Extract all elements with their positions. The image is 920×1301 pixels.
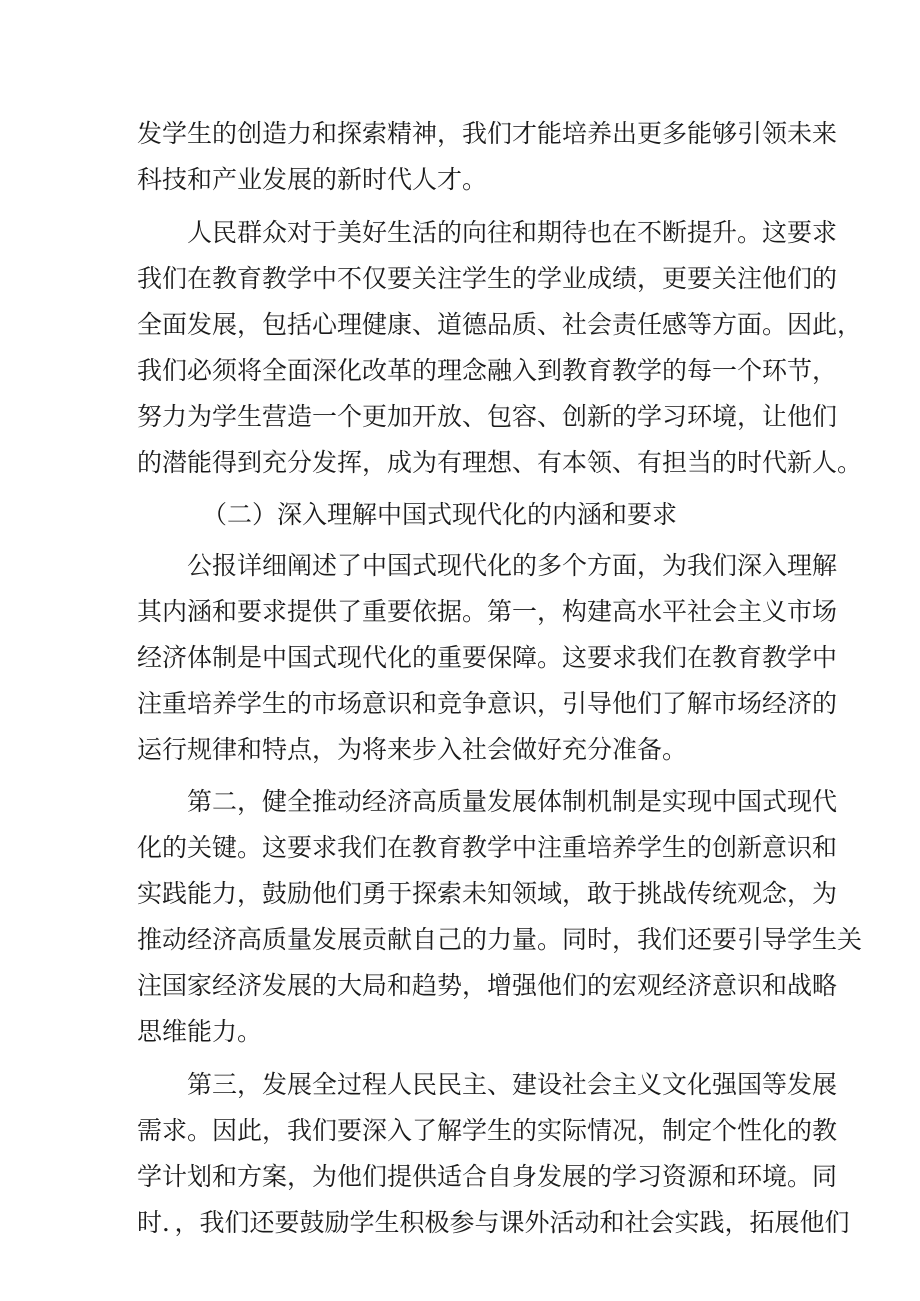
paragraph-line: 时．，我们还要鼓励学生积极参与课外活动和社会实践，拓展他们 (137, 1208, 850, 1237)
paragraph-line: 公报详细阐述了中国式现代化的多个方面，为我们深入理解 (187, 551, 838, 580)
paragraph-line: 第二，健全推动经济高质量发展体制机制是实现中国式现代 (187, 787, 838, 816)
paragraph-line: 我们必须将全面深化改革的理念融入到教育教学的每一个环节， (137, 356, 838, 385)
paragraph-line: 我们在教育教学中不仅要关注学生的学业成绩，更要关注他们的 (137, 264, 838, 293)
paragraph-line: 注国家经济发展的大局和趋势，增强他们的宏观经济意识和战略 (137, 971, 838, 1000)
paragraph-line: 需求。因此，我们要深入了解学生的实际情况，制定个性化的教 (137, 1116, 838, 1145)
paragraph-line: 思维能力。 (137, 1017, 263, 1046)
paragraph-line: 学计划和方案，为他们提供适合自身发展的学习资源和环境。同 (137, 1162, 838, 1191)
paragraph-line: 全面发展，包括心理健康、道德品质、社会责任感等方面。因此， (137, 310, 863, 339)
paragraph-line: 人民群众对于美好生活的向往和期待也在不断提升。这要求 (187, 218, 838, 247)
paragraph-line: 其内涵和要求提供了重要依据。第一，构建高水平社会主义市场 (137, 597, 838, 626)
paragraph-line: 发学生的创造力和探索精神，我们才能培养出更多能够引领未来 (137, 119, 838, 148)
paragraph-line: 推动经济高质量发展贡献自己的力量。同时，我们还要引导学生关 (137, 925, 863, 954)
paragraph-line: 努力为学生营造一个更加开放、包容、创新的学习环境，让他们 (137, 402, 838, 431)
paragraph-line: 第三，发展全过程人民民主、建设社会主义文化强国等发展 (187, 1070, 838, 1099)
section-heading: （二）深入理解中国式现代化的内涵和要求 (202, 500, 678, 529)
paragraph-line: 科技和产业发展的新时代人才。 (137, 165, 488, 194)
paragraph-line: 运行规律和特点，为将来步入社会做好充分准备。 (137, 735, 688, 764)
paragraph-line: 注重培养学生的市场意识和竞争意识，引导他们了解市场经济的 (137, 689, 838, 718)
paragraph-line: 实践能力，鼓励他们勇于探索未知领域，敢于挑战传统观念，为 (137, 879, 838, 908)
paragraph-line: 经济体制是中国式现代化的重要保障。这要求我们在教育教学中 (137, 643, 838, 672)
paragraph-line: 化的关键。这要求我们在教育教学中注重培养学生的创新意识和 (137, 833, 838, 862)
paragraph-line: 的潜能得到充分发挥，成为有理想、有本领、有担当的时代新人。 (137, 448, 863, 477)
